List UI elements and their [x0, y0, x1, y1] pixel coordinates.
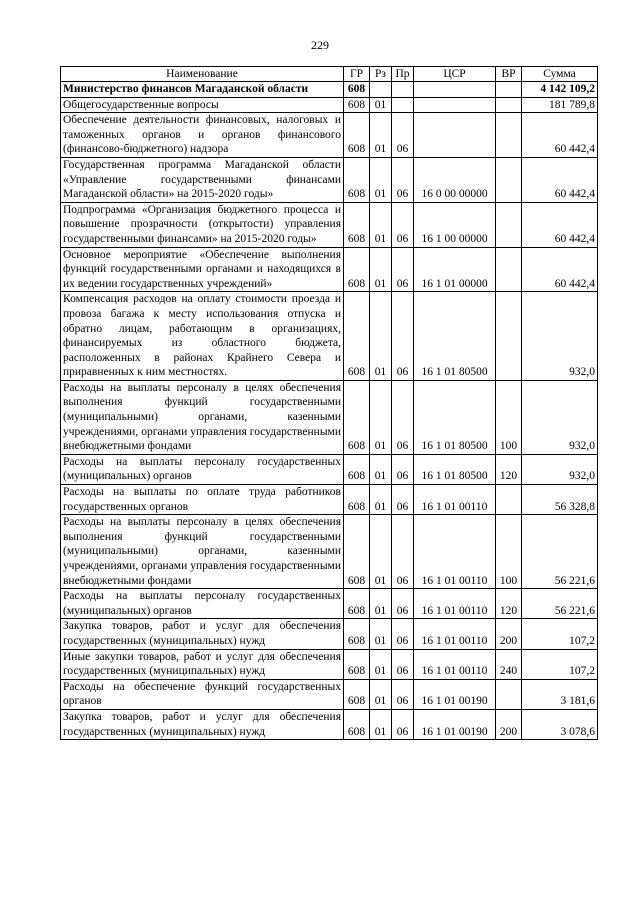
cell-sum: 932,0 [522, 292, 598, 381]
cell-pr: 06 [392, 113, 414, 158]
cell-pr: 06 [392, 157, 414, 202]
cell-pr: 06 [392, 709, 414, 739]
cell-sum: 932,0 [522, 454, 598, 484]
cell-sum: 181 789,8 [522, 97, 598, 113]
cell-rz: 01 [370, 247, 392, 292]
cell-sum: 60 442,4 [522, 247, 598, 292]
table-row [61, 202, 598, 247]
cell-rz: 01 [370, 589, 392, 619]
cell-name: Расходы на выплаты по оплате труда работников государственных органов [61, 485, 344, 515]
cell-rz [370, 82, 392, 98]
cell-vr: 100 [496, 380, 522, 454]
cell-csr [414, 82, 496, 98]
cell-gr: 608 [344, 202, 370, 247]
budget-table [60, 66, 598, 740]
cell-pr: 06 [392, 292, 414, 381]
cell-gr: 608 [344, 485, 370, 515]
cell-vr [496, 82, 522, 98]
cell-rz: 01 [370, 292, 392, 381]
cell-gr: 608 [344, 380, 370, 454]
cell-name: Расходы на выплаты персоналу государственных (муниципальных) органов [61, 454, 344, 484]
cell-sum: 932,0 [522, 380, 598, 454]
cell-vr [496, 679, 522, 709]
cell-name: Компенсация расходов на оплату стоимости проезда и провоза багажа к месту использования отпуска и обратно лицам, работающим в организациях, финансируемых из областного бюджета, расположенных в районах Крайнего Севера и приравненных к ним местностях. [61, 292, 344, 381]
cell-vr: 100 [496, 515, 522, 589]
cell-sum: 107,2 [522, 649, 598, 679]
cell-pr: 06 [392, 202, 414, 247]
cell-rz: 01 [370, 454, 392, 484]
cell-rz: 01 [370, 515, 392, 589]
table-row [61, 485, 598, 515]
cell-name: Государственная программа Магаданской области «Управление государственными финансами Магаданской области» на 2015-2020 годы» [61, 157, 344, 202]
cell-gr: 608 [344, 649, 370, 679]
cell-gr: 608 [344, 454, 370, 484]
cell-rz: 01 [370, 157, 392, 202]
table-row [61, 247, 598, 292]
cell-name: Министерство финансов Магаданской области [61, 82, 344, 98]
table-row [61, 82, 598, 98]
cell-gr: 608 [344, 97, 370, 113]
cell-pr: 06 [392, 380, 414, 454]
cell-gr: 608 [344, 709, 370, 739]
cell-sum: 60 442,4 [522, 157, 598, 202]
cell-name: Расходы на выплаты персоналу в целях обеспечения выполнения функций государственными (муниципальными) органами, казенными учреждениями, органами управления государственными внебюджетными фондами [61, 515, 344, 589]
cell-vr [496, 485, 522, 515]
cell-name: Основное мероприятие «Обеспечение выполнения функций государственными органами и находящихся в их ведении государственных учреждений» [61, 247, 344, 292]
cell-name: Закупка товаров, работ и услуг для обеспечения государственных (муниципальных) нужд [61, 709, 344, 739]
cell-pr: 06 [392, 515, 414, 589]
cell-csr: 16 1 01 00110 [414, 649, 496, 679]
cell-rz: 01 [370, 97, 392, 113]
cell-rz: 01 [370, 619, 392, 649]
cell-name: Расходы на обеспечение функций государственных органов [61, 679, 344, 709]
cell-pr: 06 [392, 589, 414, 619]
table-row [61, 157, 598, 202]
cell-csr: 16 1 01 00190 [414, 679, 496, 709]
cell-vr: 240 [496, 649, 522, 679]
header-name: Наименование [61, 67, 344, 82]
cell-vr [496, 97, 522, 113]
cell-csr: 16 1 01 80500 [414, 454, 496, 484]
cell-sum: 60 442,4 [522, 113, 598, 158]
cell-pr: 06 [392, 619, 414, 649]
cell-csr: 16 1 01 80500 [414, 380, 496, 454]
cell-name: Расходы на выплаты персоналу государственных (муниципальных) органов [61, 589, 344, 619]
cell-sum: 107,2 [522, 619, 598, 649]
cell-vr: 120 [496, 454, 522, 484]
cell-csr [414, 97, 496, 113]
cell-rz: 01 [370, 202, 392, 247]
cell-csr [414, 113, 496, 158]
table-row [61, 515, 598, 589]
header-csr: ЦСР [414, 67, 496, 82]
table-row [61, 709, 598, 739]
cell-gr: 608 [344, 113, 370, 158]
cell-sum: 56 328,8 [522, 485, 598, 515]
cell-vr [496, 113, 522, 158]
cell-rz: 01 [370, 649, 392, 679]
cell-name: Общегосударственные вопросы [61, 97, 344, 113]
cell-csr: 16 1 00 00000 [414, 202, 496, 247]
header-pr: Пр [392, 67, 414, 82]
header-rz: Рз [370, 67, 392, 82]
cell-name: Расходы на выплаты персоналу в целях обеспечения выполнения функций государственными (муниципальными) органами, казенными учреждениями, органами управления государственными внебюджетными фондами [61, 380, 344, 454]
cell-pr: 06 [392, 649, 414, 679]
cell-vr: 200 [496, 619, 522, 649]
cell-gr: 608 [344, 247, 370, 292]
cell-sum: 3 181,6 [522, 679, 598, 709]
header-sum: Сумма [522, 67, 598, 82]
cell-name: Закупка товаров, работ и услуг для обеспечения государственных (муниципальных) нужд [61, 619, 344, 649]
cell-vr [496, 292, 522, 381]
table-row [61, 380, 598, 454]
cell-rz: 01 [370, 709, 392, 739]
cell-gr: 608 [344, 619, 370, 649]
cell-sum: 60 442,4 [522, 202, 598, 247]
cell-gr: 608 [344, 157, 370, 202]
header-gr: ГР [344, 67, 370, 82]
cell-pr: 06 [392, 454, 414, 484]
cell-gr: 608 [344, 515, 370, 589]
cell-csr: 16 1 01 00190 [414, 709, 496, 739]
cell-rz: 01 [370, 679, 392, 709]
table-row [61, 97, 598, 113]
table-row [61, 589, 598, 619]
table-row [61, 292, 598, 381]
table-header-row [61, 67, 598, 82]
cell-csr: 16 1 01 80500 [414, 292, 496, 381]
cell-rz: 01 [370, 113, 392, 158]
cell-name: Обеспечение деятельности финансовых, налоговых и таможенных органов и органов финансового (финансово-бюджетного) надзора [61, 113, 344, 158]
cell-sum: 3 078,6 [522, 709, 598, 739]
table-row [61, 679, 598, 709]
cell-name: Подпрограмма «Организация бюджетного процесса и повышение прозрачности (открытости) управления государственными финансами» на 2015-2020 годы» [61, 202, 344, 247]
cell-vr [496, 157, 522, 202]
header-vr: ВР [496, 67, 522, 82]
cell-name: Иные закупки товаров, работ и услуг для обеспечения государственных (муниципальных) нужд [61, 649, 344, 679]
cell-pr [392, 97, 414, 113]
cell-csr: 16 1 01 00110 [414, 515, 496, 589]
cell-sum: 4 142 109,2 [522, 82, 598, 98]
cell-vr [496, 202, 522, 247]
cell-gr: 608 [344, 82, 370, 98]
table-row [61, 113, 598, 158]
cell-vr [496, 247, 522, 292]
table-row [61, 619, 598, 649]
cell-rz: 01 [370, 485, 392, 515]
cell-gr: 608 [344, 292, 370, 381]
cell-vr: 120 [496, 589, 522, 619]
table-row [61, 454, 598, 484]
cell-vr: 200 [496, 709, 522, 739]
cell-csr: 16 0 00 00000 [414, 157, 496, 202]
page-number: 229 [311, 38, 329, 52]
cell-pr: 06 [392, 247, 414, 292]
cell-csr: 16 1 01 00110 [414, 619, 496, 649]
cell-gr: 608 [344, 679, 370, 709]
cell-sum: 56 221,6 [522, 515, 598, 589]
cell-gr: 608 [344, 589, 370, 619]
cell-sum: 56 221,6 [522, 589, 598, 619]
cell-csr: 16 1 01 00110 [414, 485, 496, 515]
cell-rz: 01 [370, 380, 392, 454]
cell-pr: 06 [392, 485, 414, 515]
cell-pr: 06 [392, 679, 414, 709]
table-row [61, 649, 598, 679]
cell-pr [392, 82, 414, 98]
cell-csr: 16 1 01 00000 [414, 247, 496, 292]
cell-csr: 16 1 01 00110 [414, 589, 496, 619]
